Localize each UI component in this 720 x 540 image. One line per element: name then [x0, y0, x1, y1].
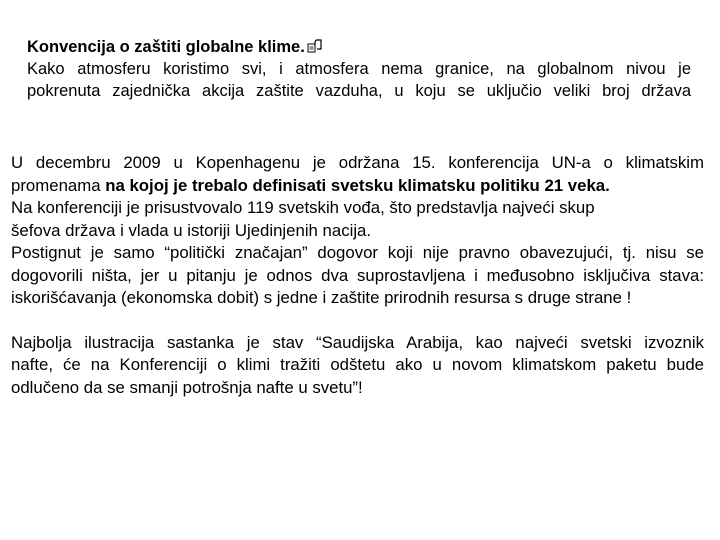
p1-line-2-normal: promenama [11, 175, 106, 195]
intro-heading [27, 36, 691, 58]
p2-line-2: nafte, će na Konferenciji o klimi tražiti odštetu ako u novom klimatskom paketu bude [11, 355, 704, 374]
p1-line-5: Postignut je samo “politički značajan” dogovor koji nije pravno obavezujući, tj. nisu se [11, 243, 704, 262]
p1-line-2 [11, 175, 704, 198]
p1-line-7: iskorišćavanja (ekonomska dobit) s jedne i zaštite prirodnih resursa s druge strane ! [11, 288, 632, 307]
paragraph-1 [11, 152, 704, 310]
p1-line-2-bold: na kojoj je trebalo definisati svetsku klimatsku politiku 21 veka. [105, 175, 610, 195]
paragraph-2 [11, 332, 704, 400]
p2-line-3: odlučeno da se smanji potrošnja nafte u svetu”! [11, 377, 363, 397]
intro-line-2: pokrenuta zajednička akcija zaštite vazduha, u koju se uključio veliki broj država [27, 82, 691, 100]
intro-line-1: Kako atmosferu koristimo svi, i atmosfera nema granice, na globalnom nivou je [27, 60, 691, 78]
p1-line-6: dogovorili ništa, jer u pitanju je odnos dva suprostavljena i međusobno isključiva stava: [11, 265, 704, 285]
p1-line-3: Na konferenciji je prisustvovalo 119 svetskih vođa, što predstavlja najveći skup [11, 198, 595, 217]
p2-line-1: Najbolja ilustracija sastanka je stav “Saudijska Arabija, kao najveći svetski izvoznik [11, 332, 704, 352]
p1-line-4: šefova država i vlada u istoriji Ujedinjenih nacija. [11, 220, 372, 240]
intro-section [27, 36, 691, 102]
intro-title: Konvencija o zaštiti globalne klime. [27, 38, 305, 56]
sound-file-icon[interactable] [307, 39, 323, 53]
main-section [11, 152, 704, 399]
p1-line-1: U decembru 2009 u Kopenhagenu je održana 15. konferencija UN-a o klimatskim [11, 153, 704, 172]
